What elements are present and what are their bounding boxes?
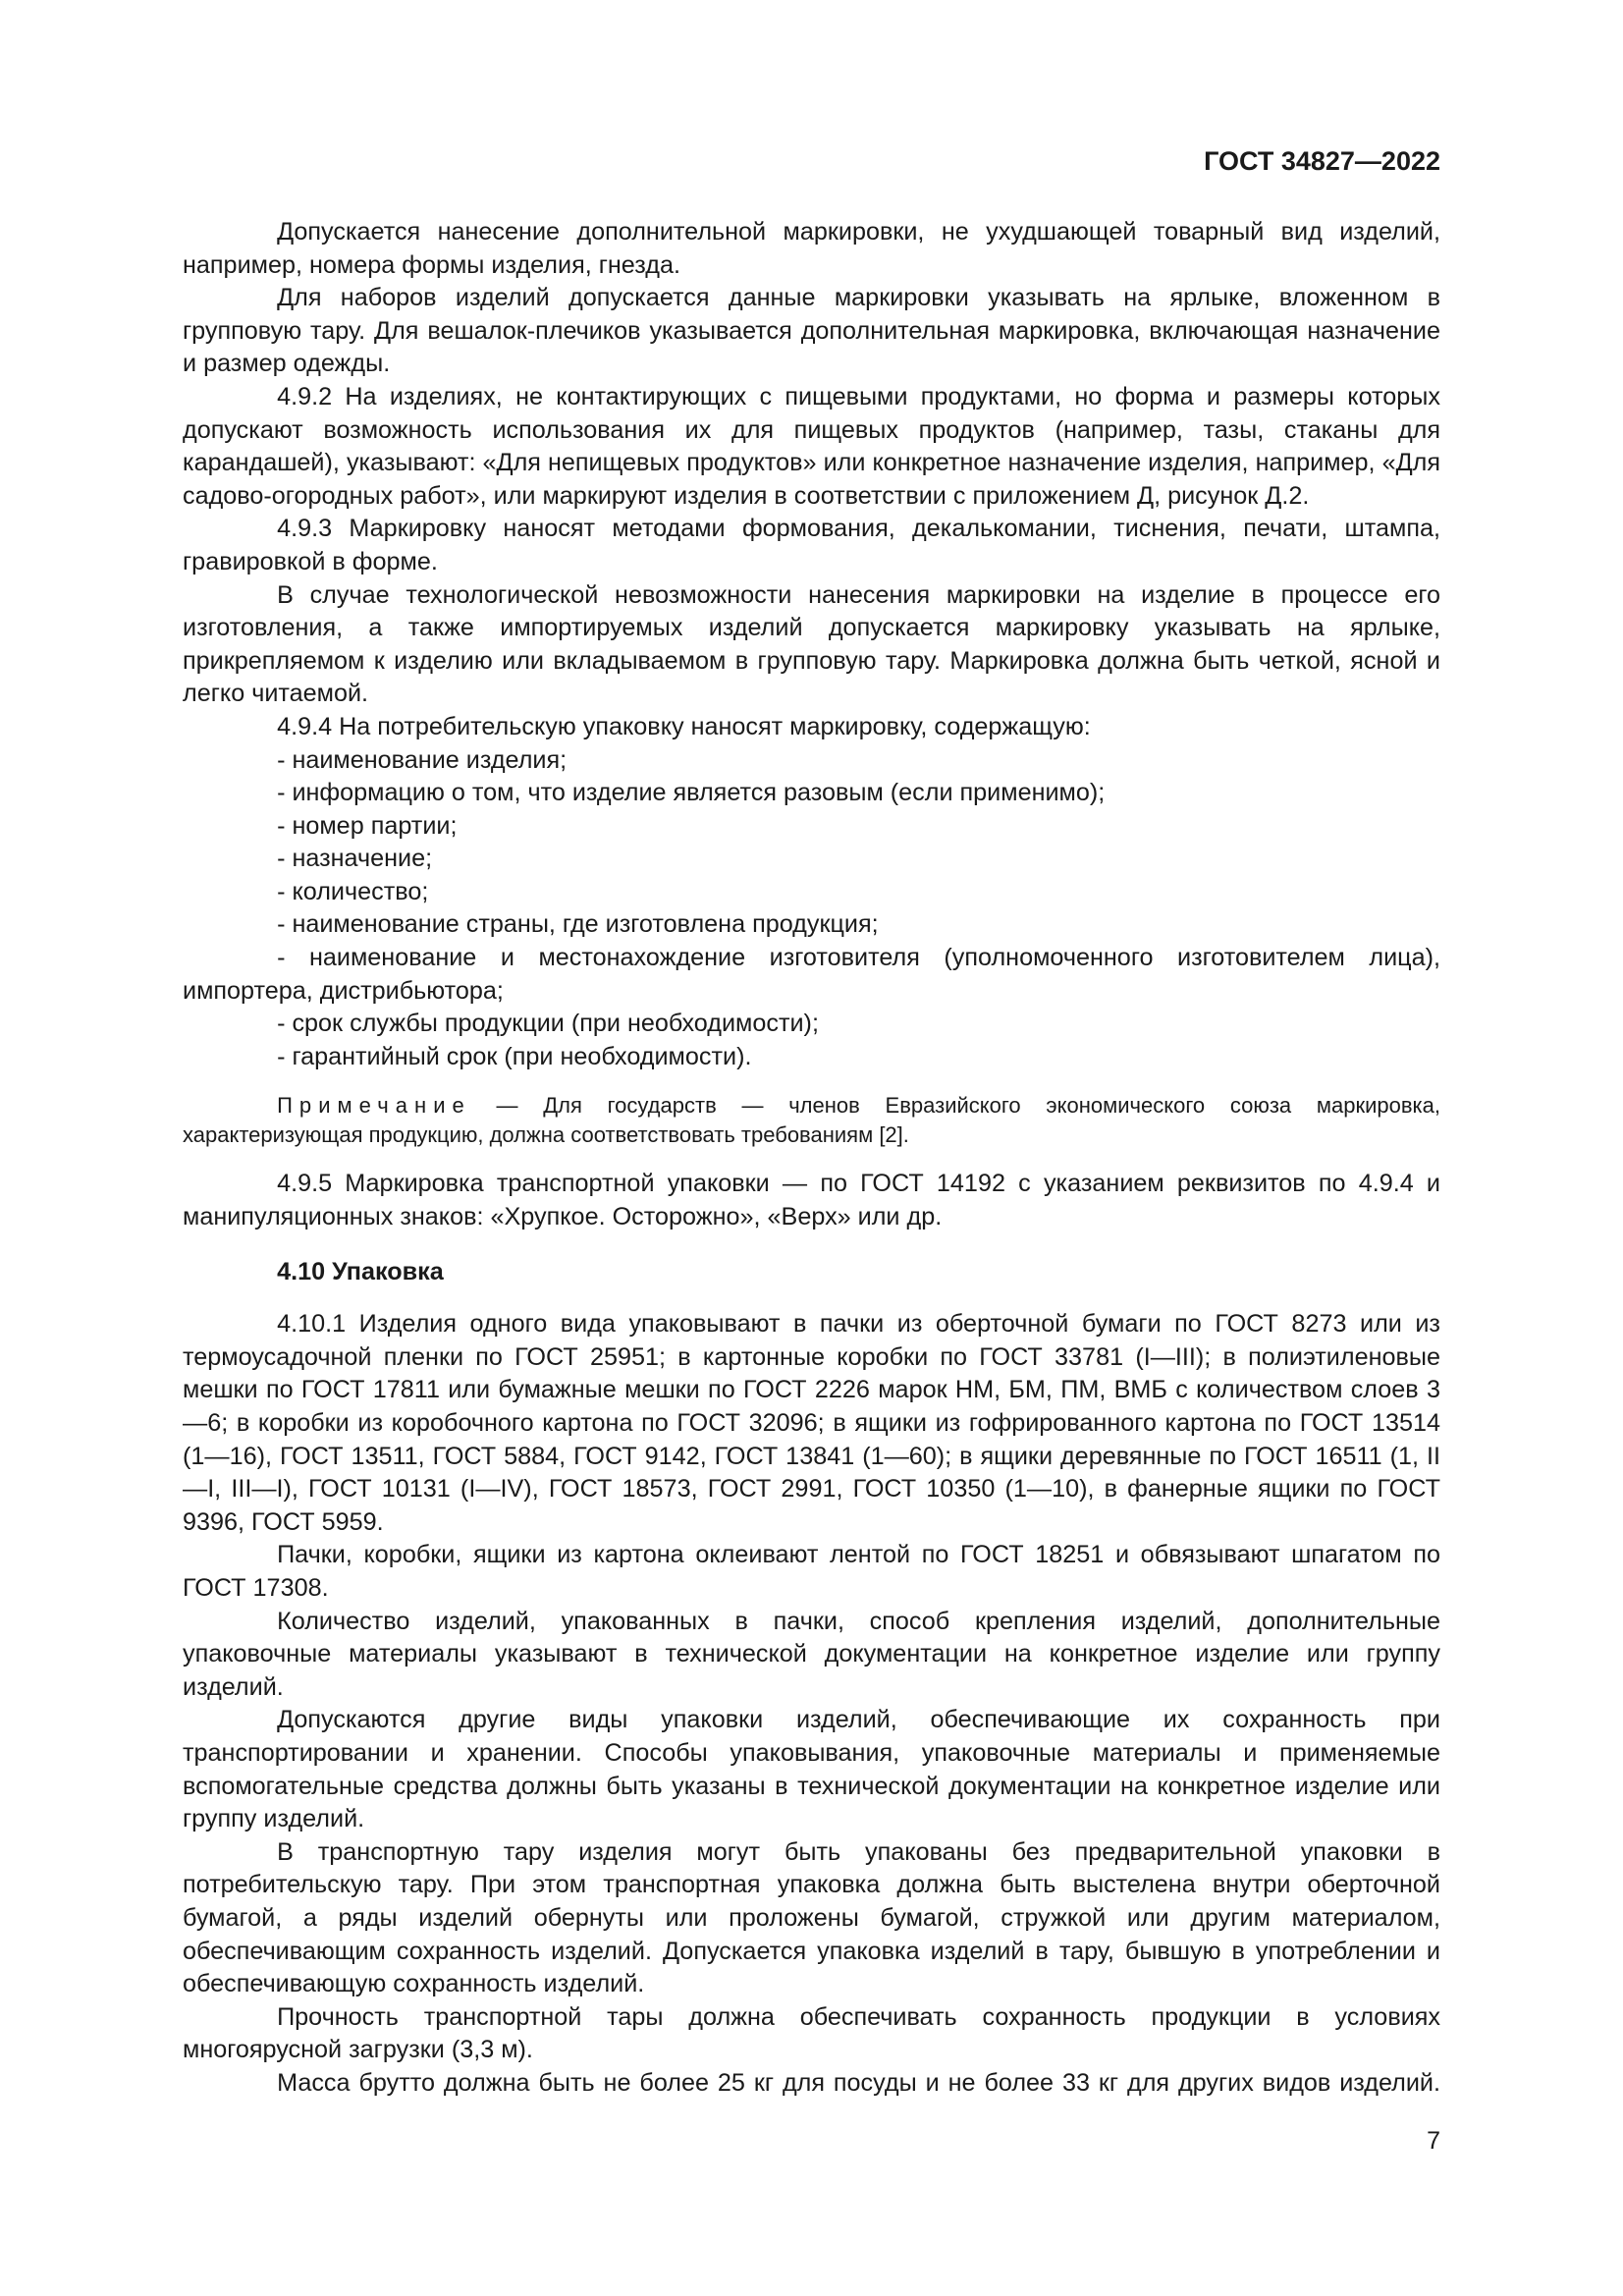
paragraph: 4.9.3 Маркировку наносят методами формования, декалькомании, тиснения, печати, штампа, гравировкой в форме. bbox=[183, 515, 1440, 575]
paragraph: Количество изделий, упакованных в пачки, способ крепления изделий, дополнительные упаковочные материалы указывают в технической документации на конкретное изделие или группу изделий. bbox=[183, 1607, 1440, 1701]
list-item: - информацию о том, что изделие является разовым (если применимо); bbox=[277, 779, 1106, 807]
list-item: - срок службы продукции (при необходимости); bbox=[277, 1010, 819, 1038]
paragraph: Прочность транспортной тары должна обеспечивать сохранность продукции в условиях многоярусной загрузки (3,3 м). bbox=[183, 2002, 1440, 2064]
list-item: - номер партии; bbox=[277, 811, 458, 840]
list-item: - назначение; bbox=[277, 845, 433, 873]
paragraph: Для наборов изделий допускается данные маркировки указывать на ярлыке, вложенном в групповую тару. Для вешалок-плечиков указывается дополнительная маркировка, включающая назначение и размер одежды. bbox=[183, 284, 1440, 378]
paragraph: Пачки, коробки, ящики из картона оклеивают лентой по ГОСТ 18251 и обвязывают шпагатом по ГОСТ 17308. bbox=[183, 1541, 1440, 1602]
list-item: - наименование и местонахождение изготовителя (уполномоченного изготовителем лица), импортера, дистрибьютора; bbox=[183, 944, 1440, 1005]
paragraph: Допускаются другие виды упаковки изделий, обеспечивающие их сохранность при транспортировании и хранении. Способы упаковывания, упаковочные материалы и применяемые вспомогательные средства должны быть указаны в технической документации на конкретное изделие или группу изделий. bbox=[183, 1706, 1440, 1833]
paragraph: Допускается нанесение дополнительной маркировки, не ухудшающей товарный вид изделий, например, номера формы изделия, гнезда. bbox=[183, 218, 1440, 279]
page-number: 7 bbox=[1427, 2127, 1440, 2155]
note bbox=[183, 1091, 1440, 1150]
document-body bbox=[183, 216, 1440, 2100]
paragraph: В случае технологической невозможности нанесения маркировки на изделие в процессе его изготовления, а также импортируемых изделий допускается маркировку указывать на ярлыке, прикрепляемом к изделию или вкладываемом в групповую тару. Маркировка должна быть четкой, ясной и легко читаемой. bbox=[183, 580, 1440, 708]
paragraph: 4.9.4 На потребительскую упаковку наносят маркировку, содержащую: bbox=[277, 712, 1091, 740]
list-item: - наименование изделия; bbox=[277, 745, 568, 774]
list-item: - количество; bbox=[277, 877, 429, 905]
list-item: - гарантийный срок (при необходимости). bbox=[277, 1042, 752, 1070]
document-code-header: ГОСТ 34827—2022 bbox=[1204, 146, 1440, 176]
paragraph: 4.9.5 Маркировка транспортной упаковки — по ГОСТ 14192 с указанием реквизитов по 4.9.4 и манипуляционных знаков: «Хрупкое. Осторожно», «Верх» или др. bbox=[183, 1170, 1440, 1231]
section-heading: 4.10 Упаковка bbox=[277, 1257, 444, 1285]
note-label: Примечание bbox=[277, 1093, 471, 1119]
note-text: — Для государств — членов Евразийского экономического союза маркировка, характеризующая продукцию, должна соответствовать требованиям [2]. bbox=[183, 1093, 1440, 1148]
paragraph: 4.9.2 На изделиях, не контактирующих с пищевыми продуктами, но форма и размеры которых допускают возможность использования их для пищевых продуктов (например, тазы, стаканы для карандашей), указывают: «Для непищевых продуктов» или конкретное назначение изделия, например, «Для садово-огородных работ», или маркируют изделия в соответствии с приложением Д, рисунок Д.2. bbox=[183, 382, 1440, 510]
paragraph: 4.10.1 Изделия одного вида упаковывают в пачки из оберточной бумаги по ГОСТ 8273 или из термоусадочной пленки по ГОСТ 25951; в картонные коробки по ГОСТ 33781 (I—III); в полиэтиленовые мешки по ГОСТ 17811 или бумажные мешки по ГОСТ 2226 марок НМ, БМ, ПМ, ВМБ с количеством слоев 3—6; в коробки из коробочного картона по ГОСТ 32096; в ящики из гофрированного картона по ГОСТ 13514 (1—16), ГОСТ 13511, ГОСТ 5884, ГОСТ 9142, ГОСТ 13841 (1—60); в ящики деревянные по ГОСТ 16511 (1, II—I, III—I), ГОСТ 10131 (I—IV), ГОСТ 18573, ГОСТ 2991, ГОСТ 10350 (1—10), в фанерные ящики по ГОСТ 9396, ГОСТ 5959. bbox=[183, 1310, 1440, 1536]
paragraph: Масса брутто должна быть не более 25 кг для посуды и не более 33 кг для других видов изделий. bbox=[277, 2068, 1440, 2097]
paragraph: В транспортную тару изделия могут быть упакованы без предварительной упаковки в потребительскую тару. При этом транспортная упаковка должна быть выстелена внутри оберточной бумагой, а ряды изделий обернуты или проложены бумагой, стружкой или другим материалом, обеспечивающим сохранность изделий. Допускается упаковка изделий в тару, бывшую в употреблении и обеспечивающую сохранность изделий. bbox=[183, 1837, 1440, 1998]
list-item: - наименование страны, где изготовлена продукция; bbox=[277, 910, 879, 939]
